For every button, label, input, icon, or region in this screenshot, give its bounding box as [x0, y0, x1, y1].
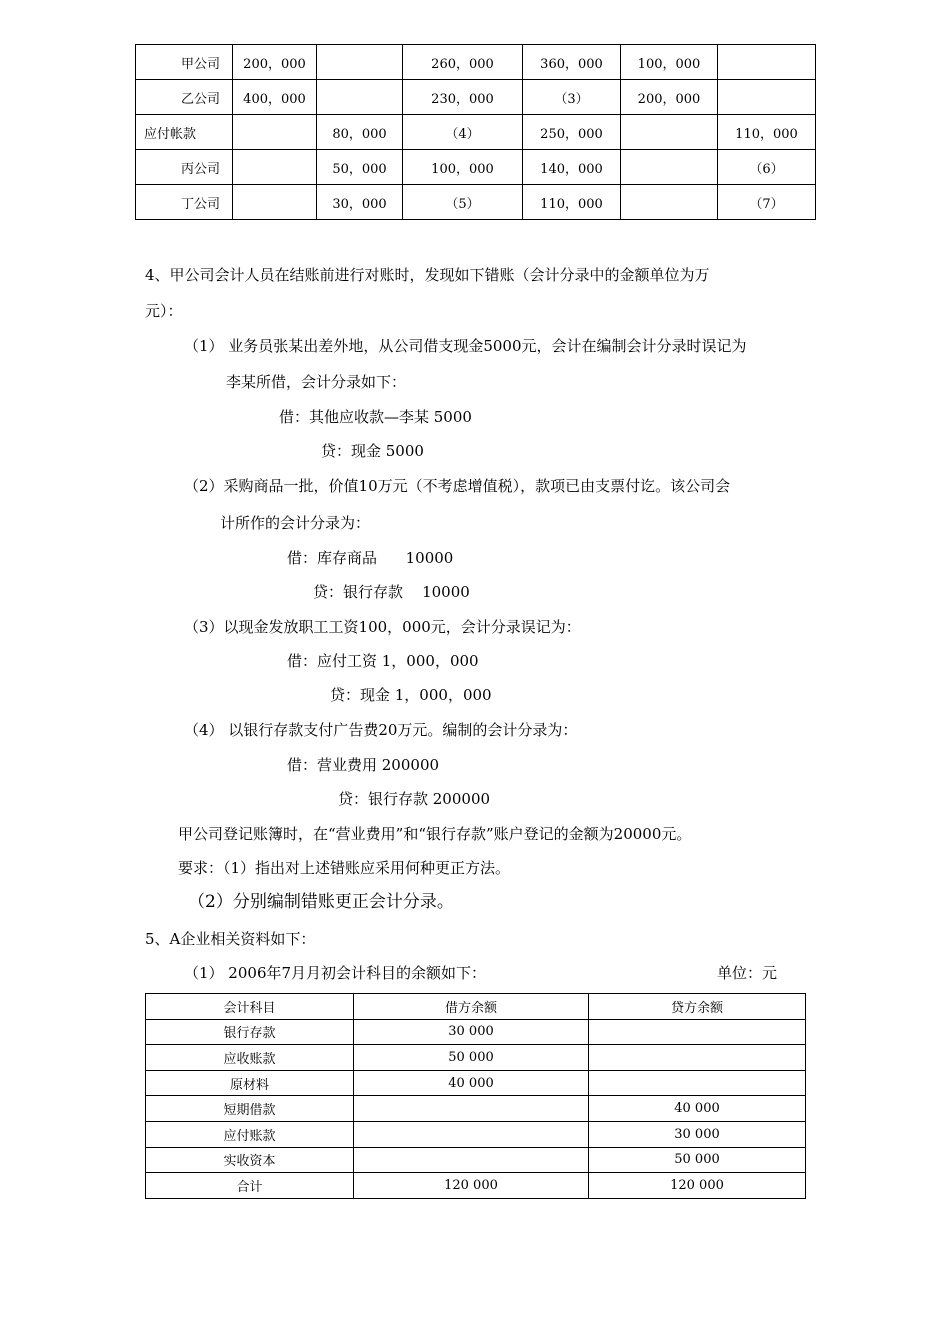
balance-table-header: [146, 994, 806, 1020]
balance-account: 应付账款: [146, 1121, 354, 1147]
ledger-cell: 400，000: [233, 80, 317, 115]
ledger-cell: 30，000: [317, 185, 403, 220]
balance-debit: [354, 1147, 589, 1173]
ledger-cell: [718, 45, 816, 80]
ledger-row: [136, 80, 816, 115]
q4-item1-line1: （1） 业务员张某出差外地，从公司借支现金5000元，会计在编制会计分录时误记为: [184, 337, 747, 355]
ledger-cell: 260，000: [403, 45, 523, 80]
ledger-account-name: 丙公司: [136, 150, 233, 185]
ledger-cell: [233, 150, 317, 185]
balance-table: [145, 993, 806, 1199]
ledger-cell: 360，000: [523, 45, 621, 80]
ledger-cell: [233, 185, 317, 220]
ledger-cell: （6）: [718, 150, 816, 185]
ledger-cell: 200，000: [621, 80, 718, 115]
ledger-table: [135, 44, 816, 220]
ledger-cell: （7）: [718, 185, 816, 220]
balance-credit: [589, 1045, 806, 1071]
q4-item4-credit: 贷：银行存款 200000: [338, 790, 491, 808]
ledger-cell: [317, 45, 403, 80]
q4-note: 甲公司登记账簿时，在“营业费用”和“银行存款”账户登记的金额为20000元。: [178, 825, 692, 843]
balance-account: 合计: [146, 1173, 354, 1199]
ledger-account-name: 应付帐款: [136, 115, 233, 150]
ledger-row: [136, 45, 816, 80]
balance-debit: [354, 1096, 589, 1122]
balance-row: [146, 1121, 806, 1147]
ledger-cell: 50，000: [317, 150, 403, 185]
q4-item1-credit: 贷：现金 5000: [321, 442, 424, 460]
ledger-cell: [621, 115, 718, 150]
ledger-cell: [621, 185, 718, 220]
ledger-cell: 100，000: [621, 45, 718, 80]
balance-account: 应收账款: [146, 1045, 354, 1071]
ledger-account-name: 丁公司: [136, 185, 233, 220]
balance-row: [146, 1096, 806, 1122]
q4-item4-debit: 借：营业费用 200000: [287, 756, 440, 774]
q5-unit-label: 单位：元: [717, 964, 778, 982]
balance-row: [146, 1173, 806, 1199]
ledger-cell: 110，000: [523, 185, 621, 220]
ledger-cell: （3）: [523, 80, 621, 115]
ledger-cell: 230，000: [403, 80, 523, 115]
balance-account: 短期借款: [146, 1096, 354, 1122]
q4-item3-line1: （3）以现金发放职工工资100，000元，会计分录误记为：: [184, 618, 581, 636]
balance-row: [146, 1045, 806, 1071]
ledger-cell: 110，000: [718, 115, 816, 150]
balance-row: [146, 1147, 806, 1173]
q4-item1-debit: 借：其他应收款—李某 5000: [279, 408, 472, 426]
ledger-row: [136, 185, 816, 220]
ledger-cell: [621, 150, 718, 185]
ledger-cell: 80，000: [317, 115, 403, 150]
header-debit: 借方余额: [354, 994, 589, 1020]
ledger-cell: （4）: [403, 115, 523, 150]
q5-intro: 5、A企业相关资料如下：: [145, 930, 316, 948]
balance-row: [146, 1019, 806, 1045]
balance-debit: 120 000: [354, 1173, 589, 1199]
q4-item4-line1: （4） 以银行存款支付广告费20万元。编制的会计分录为：: [184, 721, 578, 739]
balance-debit: [354, 1121, 589, 1147]
balance-account: 原材料: [146, 1070, 354, 1096]
q5-subtitle: （1） 2006年7月月初会计科目的余额如下：: [184, 964, 487, 982]
ledger-account-name: 乙公司: [136, 80, 233, 115]
q4-intro-line1: 4、甲公司会计人员在结账前进行对账时，发现如下错账（会计分录中的金额单位为万: [145, 266, 710, 284]
ledger-cell: 200，000: [233, 45, 317, 80]
q4-requirement-2: （2）分别编制错账更正会计分录。: [188, 892, 454, 912]
balance-credit: 40 000: [589, 1096, 806, 1122]
header-account: 会计科目: [146, 994, 354, 1020]
balance-credit: 50 000: [589, 1147, 806, 1173]
balance-debit: 50 000: [354, 1045, 589, 1071]
balance-credit: 30 000: [589, 1121, 806, 1147]
ledger-cell: [718, 80, 816, 115]
balance-credit: [589, 1019, 806, 1045]
header-credit: 贷方余额: [589, 994, 806, 1020]
ledger-row: [136, 115, 816, 150]
q4-item2-credit: 贷：银行存款 10000: [313, 583, 470, 601]
balance-debit: 30 000: [354, 1019, 589, 1045]
ledger-account-name: 甲公司: [136, 45, 233, 80]
balance-debit: 40 000: [354, 1070, 589, 1096]
q4-item2-line2: 计所作的会计分录为：: [220, 514, 371, 532]
balance-account: 银行存款: [146, 1019, 354, 1045]
q4-item3-credit: 贷：现金 1，000，000: [330, 686, 492, 704]
ledger-cell: （5）: [403, 185, 523, 220]
q4-item2-debit: 借：库存商品 10000: [287, 549, 454, 567]
q4-item2-line1: （2）采购商品一批，价值10万元（不考虑增值税），款项已由支票付讫。该公司会: [184, 477, 731, 495]
q4-item3-debit: 借：应付工资 1，000，000: [287, 652, 479, 670]
ledger-row: [136, 150, 816, 185]
ledger-cell: 250，000: [523, 115, 621, 150]
ledger-cell: [233, 115, 317, 150]
q4-intro-line2: 元）：: [145, 302, 183, 320]
ledger-cell: 100，000: [403, 150, 523, 185]
balance-account: 实收资本: [146, 1147, 354, 1173]
q4-item1-line2: 李某所借，会计分录如下：: [226, 373, 407, 391]
balance-credit: 120 000: [589, 1173, 806, 1199]
balance-row: [146, 1070, 806, 1096]
balance-credit: [589, 1070, 806, 1096]
ledger-cell: [317, 80, 403, 115]
ledger-cell: 140，000: [523, 150, 621, 185]
q4-requirement-1: 要求：（1）指出对上述错账应采用何种更正方法。: [178, 859, 511, 877]
